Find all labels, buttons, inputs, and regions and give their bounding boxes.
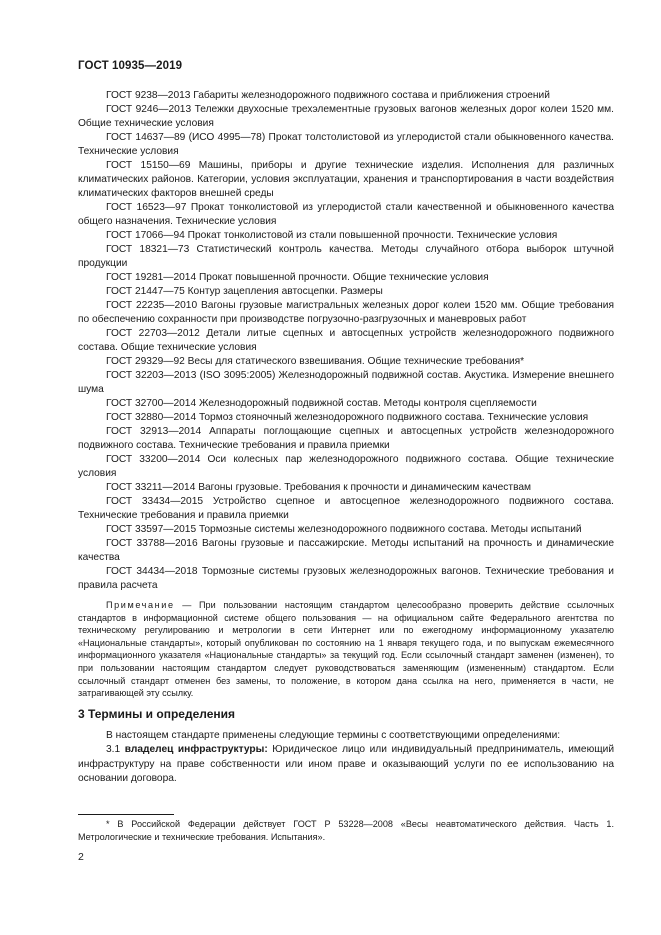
- reference-item: ГОСТ 32700—2014 Железнодорожный подвижной состав. Методы контроля сцепляемости: [106, 398, 537, 409]
- reference-item: ГОСТ 34434—2018 Тормозные системы грузовых железнодорожных вагонов. Технические требования и правила расчета: [78, 566, 614, 591]
- footnote: * В Российской Федерации действует ГОСТ Р 53228—2008 «Весы неавтоматического действия. Часть 1. Метрологические и технические требования. Испытания».: [78, 819, 614, 842]
- term-number: 3.1: [106, 744, 121, 756]
- normative-references-block: [78, 89, 614, 700]
- note-paragraph: [78, 599, 614, 700]
- reference-item: ГОСТ 19281—2014 Прокат повышенной прочности. Общие технические условия: [106, 272, 489, 283]
- reference-item: ГОСТ 29329—92 Весы для статического взвешивания. Общие технические требования*: [106, 356, 525, 367]
- reference-item: ГОСТ 22703—2012 Детали литые сцепных и автосцепных устройств железнодорожного подвижного состава. Общие технические условия: [78, 328, 614, 353]
- reference-item: ГОСТ 33597—2015 Тормозные системы железнодорожного подвижного состава. Методы испытаний: [106, 524, 582, 535]
- reference-item: ГОСТ 32913—2014 Аппараты поглощающие сцепных и автосцепных устройств железнодорожного подвижного состава. Технические требования и правила приемки: [78, 426, 614, 451]
- reference-item: ГОСТ 15150—69 Машины, приборы и другие технические изделия. Исполнения для различных климатических районов. Категории, условия эксплуатации, хранения и транспортирования в части воздействия климатических факторов внешней среды: [78, 160, 614, 199]
- reference-item: ГОСТ 17066—94 Прокат тонколистовой из стали повышенной прочности. Технические условия: [106, 230, 558, 241]
- reference-item: ГОСТ 18321—73 Статистический контроль качества. Методы случайного отбора выборок штучной продукции: [78, 244, 614, 269]
- reference-item: ГОСТ 9246—2013 Тележки двухосные трехэлементные грузовых вагонов железных дорог колеи 1520 мм. Общие технические условия: [78, 104, 614, 129]
- standard-designation: ГОСТ 10935—2019: [78, 60, 183, 72]
- section-heading: 3 Термины и определения: [78, 707, 236, 721]
- note-text: — При пользовании настоящим стандартом целесообразно проверить действие ссылочных стандартов в информационной системе общего пользования — на официальном сайте Федерального агентства по техническому регулированию и метрологии в сети Интернет или по ежегодному информационному указателю «Национальные стандарты», который опубликован по состоянию на 1 января текущего года, и по выпускам ежемесячного информационного указателя «Национальные стандарты» за текущий год. Если ссылочный стандарт заменен (изменен), то при пользовании настоящим стандартом следует руководствоваться заменяющим (измененным) стандартом. Если ссылочный стандарт отменен без замены, то положение, в котором дана ссылка на него, применяется в части, не затрагивающей эту ссылку.: [78, 600, 614, 699]
- reference-item: ГОСТ 14637—89 (ИСО 4995—78) Прокат толстолистовой из углеродистой стали обыкновенного качества. Технические условия: [78, 132, 614, 157]
- reference-item: ГОСТ 33200—2014 Оси колесных пар железнодорожного подвижного состава. Общие технические условия: [78, 454, 614, 479]
- section-body: [78, 729, 614, 786]
- term-text: Юридическое лицо или индивидуальный предприниматель, имеющий инфраструктуру на праве собственности или ином праве и оказывающий услуги по ее использованию на основании договора.: [78, 744, 615, 784]
- term-name: владелец инфраструктуры:: [124, 744, 268, 756]
- section-intro: В настоящем стандарте применены следующие термины с соответствующими определениями:: [106, 730, 561, 741]
- reference-item: ГОСТ 22235—2010 Вагоны грузовые магистральных железных дорог колеи 1520 мм. Общие требования по обеспечению сохранности при производстве погрузочно-разгрузочных и маневровых работ: [78, 300, 614, 325]
- reference-item: ГОСТ 33788—2016 Вагоны грузовые и пассажирские. Методы испытаний на прочность и динамические качества: [78, 538, 614, 563]
- reference-item: ГОСТ 32203—2013 (ISO 3095:2005) Железнодорожный подвижной состав. Акустика. Измерение внешнего шума: [78, 370, 614, 395]
- page-number: 2: [78, 851, 84, 863]
- reference-item: ГОСТ 33434—2015 Устройство сцепное и автосцепное железнодорожного подвижного состава. Технические требования и правила приемки: [78, 496, 614, 521]
- note-label: Примечание: [106, 600, 175, 610]
- reference-item: ГОСТ 16523—97 Прокат тонколистовой из углеродистой стали качественной и обыкновенного качества общего назначения. Технические условия: [78, 202, 614, 227]
- footnote-separator: [78, 814, 174, 815]
- reference-item: ГОСТ 32880—2014 Тормоз стояночный железнодорожного подвижного состава. Технические условия: [106, 412, 589, 423]
- reference-item: ГОСТ 33211—2014 Вагоны грузовые. Требования к прочности и динамическим качествам: [106, 482, 532, 493]
- reference-item: ГОСТ 21447—75 Контур зацепления автосцепки. Размеры: [106, 286, 383, 297]
- term-definition: [78, 743, 614, 786]
- reference-item: ГОСТ 9238—2013 Габариты железнодорожного подвижного состава и приближения строений: [106, 90, 550, 101]
